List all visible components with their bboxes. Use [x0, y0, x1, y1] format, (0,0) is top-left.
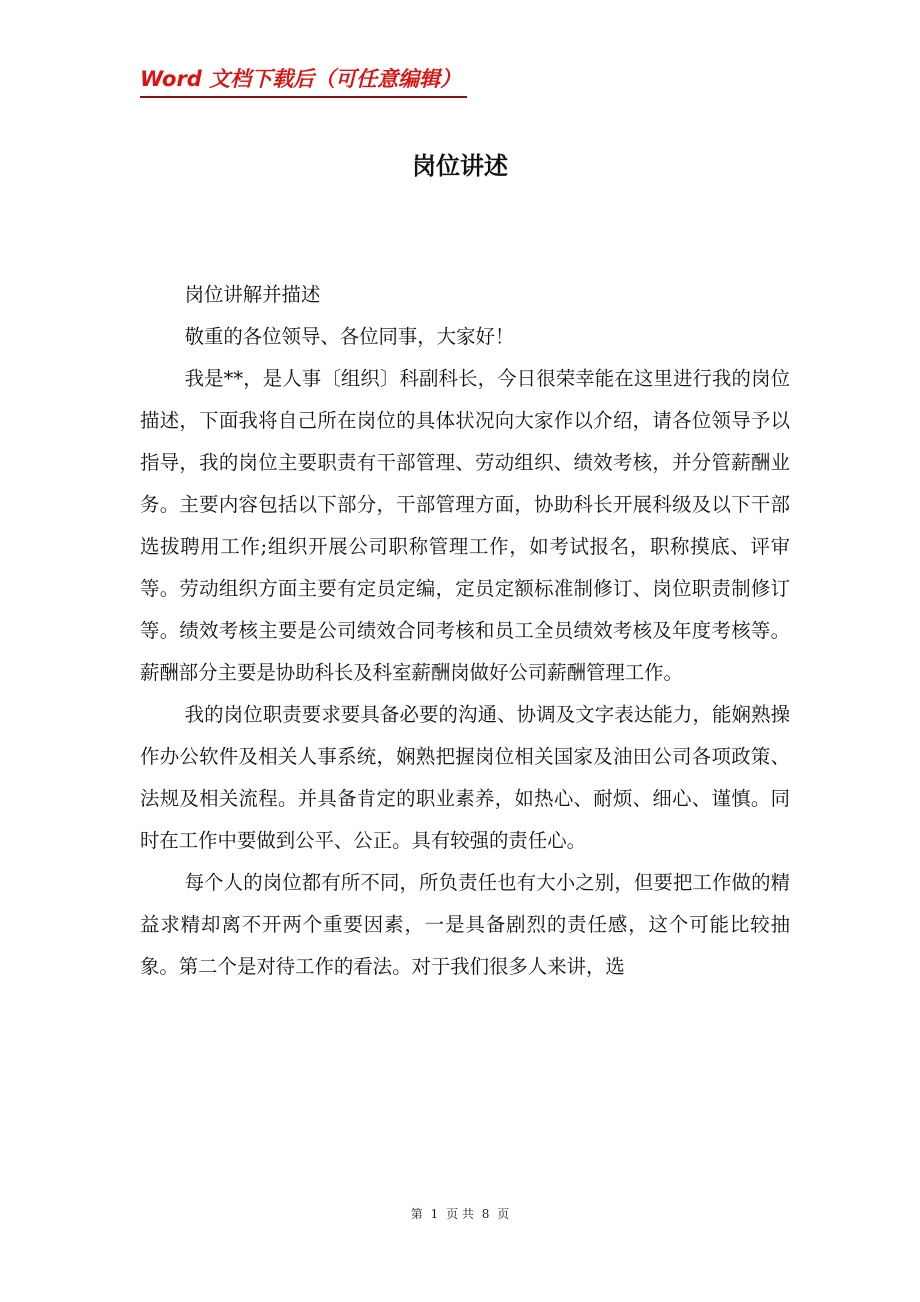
paragraph-subtitle: 岗位讲解并描述	[184, 283, 321, 306]
footer-total-pages: 8	[481, 1207, 490, 1221]
watermark-text: Word 文档下载后（可任意编辑）	[140, 67, 462, 91]
footer-page-number: 1	[430, 1207, 439, 1221]
document-title: 岗位讲述	[412, 152, 508, 180]
footer-prefix: 第	[410, 1207, 423, 1221]
watermark-banner	[140, 62, 467, 98]
document-body	[140, 274, 790, 988]
paragraph-requirements: 我的岗位职责要求要具备必要的沟通、协调及文字表达能力，能娴熟操作办公软件及相关人事系统，娴熟把握岗位相关国家及油田公司各项政策、法规及相关流程。并具备肯定的职业素养，如热心、耐烦、细心、谨慎。同时在工作中要做到公平、公正。具有较强的责任心。	[140, 703, 790, 852]
footer-suffix: 页	[497, 1207, 510, 1221]
paragraph-introduction: 我是**，是人事〔组织〕科副科长，今日很荣幸能在这里进行我的岗位描述，下面我将自己所在岗位的具体状况向大家作以介绍，请各位领导予以指导，我的岗位主要职责有干部管理、劳动组织、绩效考核，并分管薪酬业务。主要内容包括以下部分，干部管理方面，协助科长开展科级及以下干部选拔聘用工作;组织开展公司职称管理工作，如考试报名，职称摸底、评审等。劳动组织方面主要有定员定编，定员定额标准制修订、岗位职责制修订等。绩效考核主要是公司绩效合同考核和员工全员绩效考核及年度考核等。薪酬部分主要是协助科长及科室薪酬岗做好公司薪酬管理工作。	[140, 367, 790, 684]
paragraph-greeting: 敬重的各位领导、各位同事，大家好！	[184, 325, 515, 348]
footer-mid: 页 共	[446, 1207, 474, 1221]
page-footer	[0, 1204, 920, 1224]
paragraph-responsibility: 每个人的岗位都有所不同，所负责任也有大小之别，但要把工作做的精益求精却离不开两个重要因素，一是具备剧烈的责任感，这个可能比较抽象。第二个是对待工作的看法。对于我们很多人来讲，选	[140, 871, 790, 978]
